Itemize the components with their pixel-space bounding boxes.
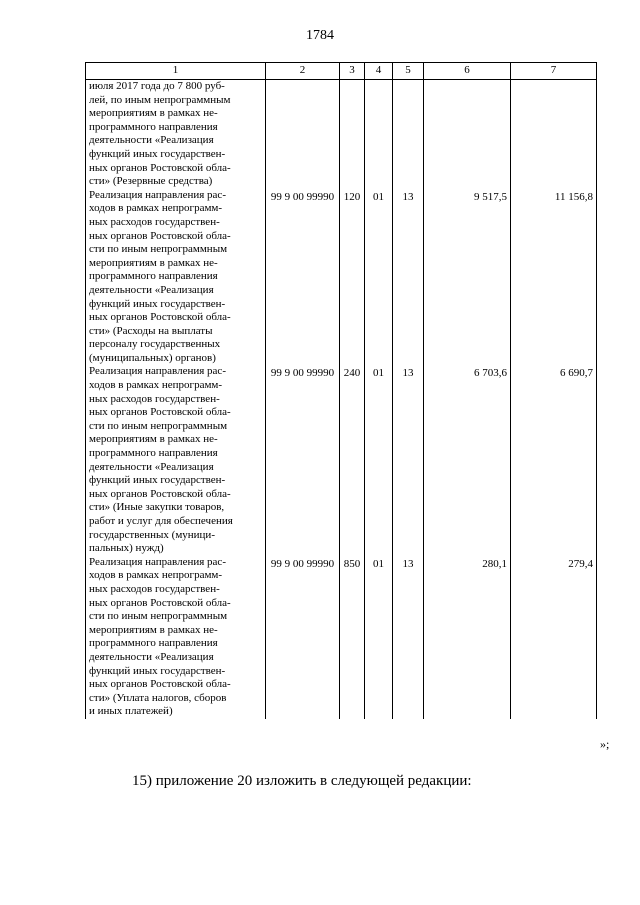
description-line: ных органов Ростовской обла- <box>89 311 231 324</box>
row-subsection: 13 <box>393 365 424 555</box>
description-line: лей, по иным непрограммным <box>89 93 231 106</box>
description-line: функций иных государствен- <box>89 664 226 677</box>
description-line: деятельности «Реализация <box>89 460 214 473</box>
description-line: и иных платежей) <box>89 705 173 718</box>
row-amount-year-1: 6 703,6 <box>424 365 511 555</box>
description-line: ходов в рамках непрограмм- <box>89 569 223 582</box>
description-line: мероприятиям в рамках не- <box>89 256 218 269</box>
header-col-7: 7 <box>511 63 597 80</box>
header-col-1: 1 <box>86 63 266 80</box>
description-line: ных органов Ростовской обла- <box>89 678 231 691</box>
row-expense-type: 120 <box>340 189 365 366</box>
description-line: мероприятиям в рамках не- <box>89 433 218 446</box>
row-target-article: 99 9 00 99990 <box>266 365 340 555</box>
description-line: ных органов Ростовской обла- <box>89 487 231 500</box>
table-row <box>86 80 597 189</box>
description-line: сти» (Уплата налогов, сборов <box>89 691 227 704</box>
row-section: 01 <box>365 556 393 719</box>
row-amount-year-1: 280,1 <box>424 556 511 719</box>
table-row <box>86 365 597 555</box>
description-line: сти» (Расходы на выплаты <box>89 324 213 337</box>
description-line: сти по иным непрограммным <box>89 610 228 623</box>
row-description <box>86 556 266 719</box>
row-subsection <box>393 80 424 189</box>
budget-table <box>85 62 597 719</box>
description-line: июля 2017 года до 7 800 руб- <box>89 80 225 92</box>
description-line: ходов в рамках непрограмм- <box>89 202 223 215</box>
header-col-5: 5 <box>393 63 424 80</box>
header-col-6: 6 <box>424 63 511 80</box>
description-line: программного направления <box>89 447 218 460</box>
description-line: сти» (Иные закупки товаров, <box>89 501 225 514</box>
row-amount-year-2 <box>511 80 597 189</box>
row-description <box>86 189 266 366</box>
description-line: функций иных государствен- <box>89 474 226 487</box>
description-line: государственных (муници- <box>89 528 215 541</box>
description-line: ных расходов государствен- <box>89 215 220 228</box>
description-line: функций иных государствен- <box>89 147 226 160</box>
row-amount-year-1 <box>424 80 511 189</box>
description-line: сти по иным непрограммным <box>89 243 228 256</box>
row-section: 01 <box>365 365 393 555</box>
row-target-article: 99 9 00 99990 <box>266 189 340 366</box>
row-amount-year-2: 11 156,8 <box>511 189 597 366</box>
description-line: Реализация направления рас- <box>89 365 226 378</box>
description-line: ных расходов государствен- <box>89 582 220 595</box>
description-line: программного направления <box>89 637 218 650</box>
description-line: программного направления <box>89 270 218 283</box>
row-subsection: 13 <box>393 189 424 366</box>
description-line: сти» (Резервные средства) <box>89 175 213 188</box>
row-expense-type: 850 <box>340 556 365 719</box>
description-line: ходов в рамках непрограмм- <box>89 379 223 392</box>
header-col-4: 4 <box>365 63 393 80</box>
amendment-instruction: 15) приложение 20 изложить в следующей редакции: <box>132 773 472 789</box>
description-line: мероприятиям в рамках не- <box>89 107 218 120</box>
page-number: 1784 <box>306 28 334 43</box>
description-line: ных органов Ростовской обла- <box>89 161 231 174</box>
description-line: работ и услуг для обеспечения <box>89 515 233 527</box>
row-target-article: 99 9 00 99990 <box>266 556 340 719</box>
description-line: ных органов Ростовской обла- <box>89 406 231 419</box>
description-line: ных органов Ростовской обла- <box>89 229 231 242</box>
description-line: деятельности «Реализация <box>89 283 214 296</box>
row-description <box>86 365 266 555</box>
row-expense-type: 240 <box>340 365 365 555</box>
description-line: деятельности «Реализация <box>89 650 214 663</box>
description-line: Реализация направления рас- <box>89 188 226 201</box>
row-expense-type <box>340 80 365 189</box>
table-row <box>86 556 597 719</box>
row-amount-year-2: 6 690,7 <box>511 365 597 555</box>
description-line: персоналу государственных <box>89 338 221 351</box>
closing-quote-mark: »; <box>600 737 610 751</box>
description-line: деятельности «Реализация <box>89 134 214 147</box>
row-section: 01 <box>365 189 393 366</box>
row-amount-year-2: 279,4 <box>511 556 597 719</box>
table-row <box>86 189 597 366</box>
row-section <box>365 80 393 189</box>
description-line: пальных) нужд) <box>89 542 164 555</box>
table-header-row <box>86 63 597 80</box>
description-line: ных расходов государствен- <box>89 392 220 405</box>
row-subsection: 13 <box>393 556 424 719</box>
description-line: (муниципальных) органов) <box>89 351 216 364</box>
row-amount-year-1: 9 517,5 <box>424 189 511 366</box>
description-line: программного направления <box>89 120 218 133</box>
row-description <box>86 80 266 189</box>
header-col-3: 3 <box>340 63 365 80</box>
header-col-2: 2 <box>266 63 340 80</box>
description-line: ных органов Ростовской обла- <box>89 596 231 609</box>
description-line: Реализация направления рас- <box>89 555 226 568</box>
row-target-article <box>266 80 340 189</box>
description-line: мероприятиям в рамках не- <box>89 623 218 636</box>
description-line: функций иных государствен- <box>89 297 226 310</box>
description-line: сти по иным непрограммным <box>89 419 228 432</box>
